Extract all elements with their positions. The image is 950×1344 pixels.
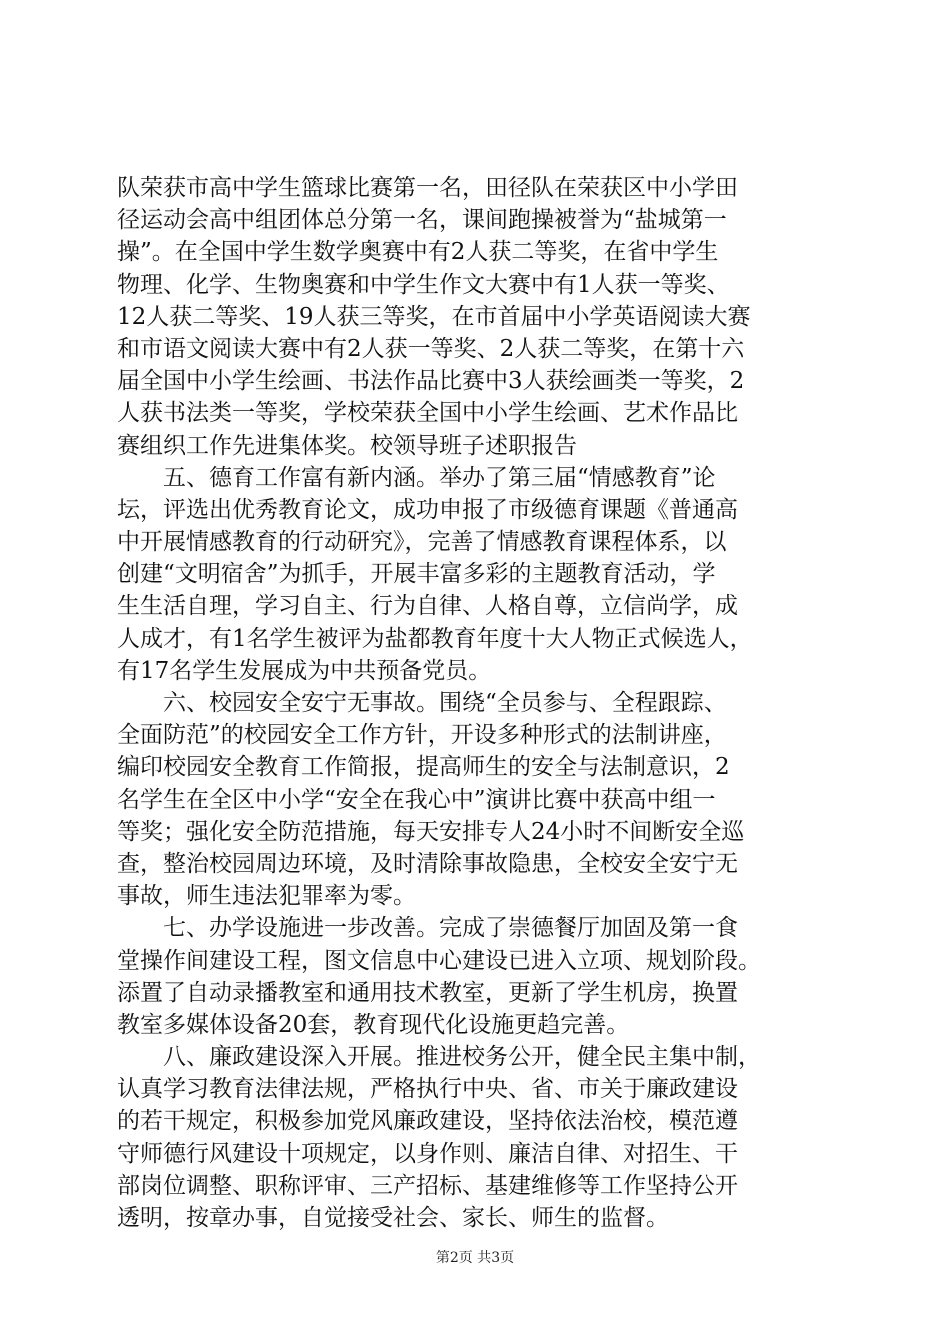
text-line: 堂操作间建设工程，图文信息中心建设已进入立项、规划阶段。 <box>117 947 761 974</box>
text-line: 有17名学生发展成为中共预备党员。 <box>117 657 492 684</box>
text-line: 等奖；强化安全防范措施，每天安排专人24小时不间断安全巡 <box>117 818 745 845</box>
text-line: 和市语文阅读大赛中有2人获一等奖、2人获二等奖，在第十六 <box>117 335 745 362</box>
text-line: 队荣获市高中学生篮球比赛第一名，田径队在荣获区中小学田 <box>117 175 738 201</box>
text-line: 中开展情感教育的行动研究》，完善了情感教育课程体系，以 <box>117 529 727 556</box>
text-line: 事故，师生违法犯罪率为零。 <box>117 883 416 910</box>
text-line: 人获书法类一等奖，学校荣获全国中小学生绘画、艺术作品比 <box>117 400 738 427</box>
text-line: 添置了自动录播教室和通用技术教室，更新了学生机房，换置 <box>117 979 738 1006</box>
text-line: 径运动会高中组团体总分第一名，课间跑操被誉为“盐城第一 <box>117 207 727 234</box>
text-line: 操”。在全国中学生数学奥赛中有2人获二等奖，在省中学生 <box>117 239 719 266</box>
text-line: 赛组织工作先进集体奖。校领导班子述职报告 <box>117 432 577 459</box>
text-line: 七、办学设施进一步改善。完成了崇德餐厅加固及第一食 <box>117 915 738 942</box>
text-line: 的若干规定，积极参加党风廉政建设，坚持依法治校，模范遵 <box>117 1108 738 1135</box>
text-line: 编印校园安全教育工作简报，提高师生的安全与法制意识，2 <box>117 754 730 781</box>
text-line: 八、廉政建设深入开展。推进校务公开，健全民主集中制， <box>117 1044 761 1071</box>
text-line: 查，整治校园周边环境，及时清除事故隐患，全校安全安宁无 <box>117 850 738 877</box>
text-line: 认真学习教育法律法规，严格执行中央、省、市关于廉政建设 <box>117 1076 738 1103</box>
text-line: 坛，评选出优秀教育论文，成功申报了市级德育课题《普通高 <box>117 496 738 523</box>
text-line: 部岗位调整、职称评审、三产招标、基建维修等工作坚持公开 <box>117 1172 738 1199</box>
text-line: 六、校园安全安宁无事故。围绕“全员参与、全程跟踪、 <box>117 690 727 716</box>
page-footer: 第2页 共3页 <box>435 1250 515 1266</box>
text-line: 守师德行风建设十项规定，以身作则、廉洁自律、对招生、干 <box>117 1140 738 1167</box>
text-line: 五、德育工作富有新内涵。举办了第三届“情感教育”论 <box>117 464 716 491</box>
text-line: 人成才，有1名学生被评为盐都教育年度十大人物正式候选人， <box>117 625 753 652</box>
text-line: 教室多媒体设备20套，教育现代化设施更趋完善。 <box>117 1011 630 1038</box>
text-line: 届全国中小学生绘画、书法作品比赛中3人获绘画类一等奖，2 <box>117 368 745 395</box>
text-line: 生生活自理，学习自主、行为自律、人格自尊，立信尚学，成 <box>117 593 738 620</box>
text-line: 12人获二等奖、19人获三等奖，在市首届中小学英语阅读大赛 <box>117 303 751 330</box>
text-line: 物理、化学、生物奥赛和中学生作文大赛中有1人获一等奖、 <box>117 271 730 298</box>
text-line: 名学生在全区中小学“安全在我心中”演讲比赛中获高中组一 <box>117 786 716 813</box>
document-body <box>117 172 832 1234</box>
text-line: 全面防范”的校园安全工作方针，开设多种形式的法制讲座， <box>117 722 727 749</box>
text-line: 透明，按章办事，自觉接受社会、家长、师生的监督。 <box>117 1205 669 1231</box>
text-line: 创建“文明宿舍”为抓手，开展丰富多彩的主题教育活动，学 <box>117 561 716 588</box>
